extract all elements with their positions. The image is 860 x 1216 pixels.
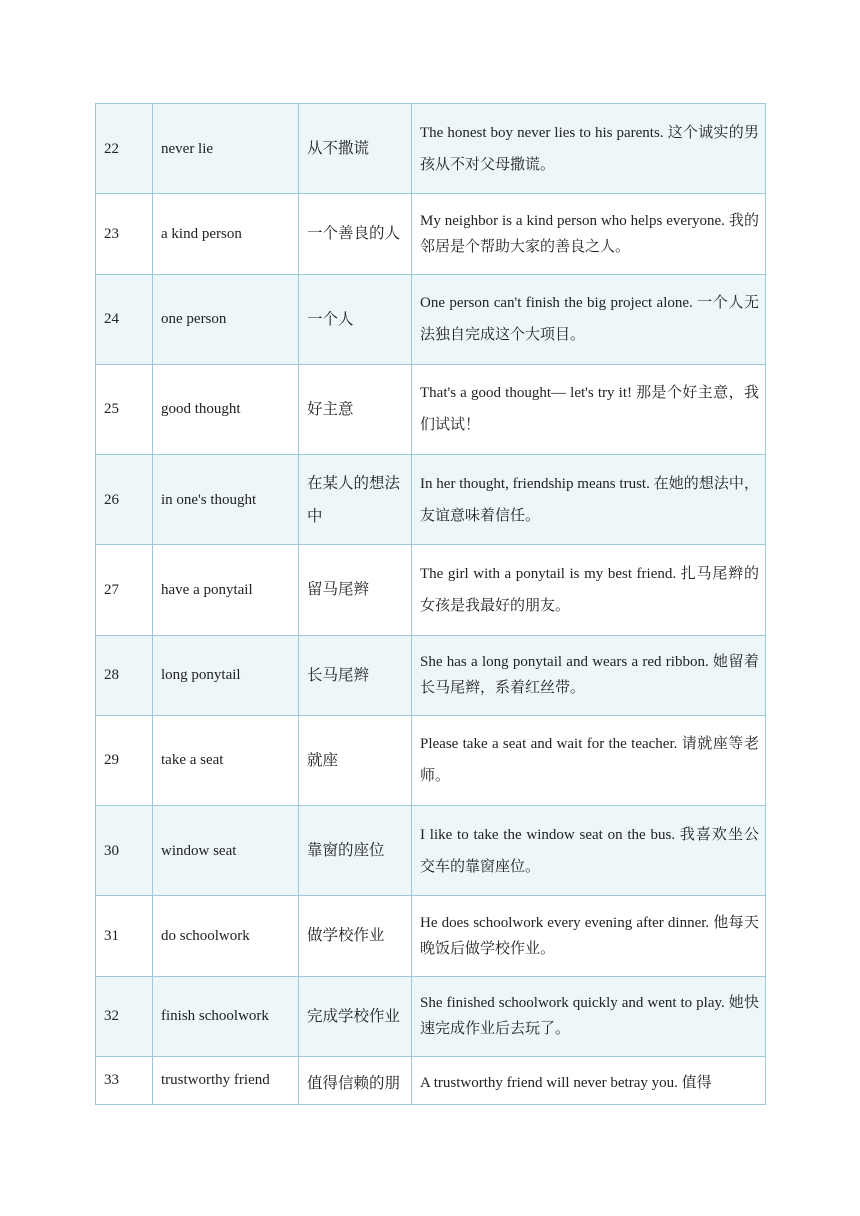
example-sentence: The girl with a ponytail is my best friend. 扎马尾辫的女孩是我最好的朋友。 — [412, 545, 766, 635]
chinese-meaning: 留马尾辫 — [299, 545, 412, 635]
chinese-meaning: 长马尾辫 — [299, 635, 412, 715]
row-number: 32 — [96, 976, 153, 1056]
english-phrase: good thought — [153, 364, 299, 454]
chinese-meaning: 一个人 — [299, 274, 412, 364]
english-phrase: long ponytail — [153, 635, 299, 715]
english-phrase: window seat — [153, 806, 299, 896]
table-row — [96, 545, 766, 635]
table-row — [96, 635, 766, 715]
chinese-meaning: 就座 — [299, 715, 412, 805]
row-number: 28 — [96, 635, 153, 715]
chinese-meaning: 在某人的想法中 — [299, 455, 412, 545]
row-number: 30 — [96, 806, 153, 896]
example-sentence: Please take a seat and wait for the teacher. 请就座等老师。 — [412, 715, 766, 805]
example-sentence: In her thought, friendship means trust. 在她的想法中，友谊意味着信任。 — [412, 455, 766, 545]
chinese-meaning: 从不撒谎 — [299, 104, 412, 194]
table-row — [96, 455, 766, 545]
row-number: 22 — [96, 104, 153, 194]
row-number: 26 — [96, 455, 153, 545]
row-number: 31 — [96, 896, 153, 976]
english-phrase: trustworthy friend — [153, 1056, 299, 1104]
example-sentence: One person can't finish the big project alone. 一个人无法独自完成这个大项目。 — [412, 274, 766, 364]
english-phrase: do schoolwork — [153, 896, 299, 976]
vocabulary-table — [95, 103, 766, 1105]
example-sentence: That's a good thought— let's try it! 那是个好主意，我们试试！ — [412, 364, 766, 454]
example-sentence: She finished schoolwork quickly and went to play. 她快速完成作业后去玩了。 — [412, 976, 766, 1056]
table-row — [96, 806, 766, 896]
example-sentence: The honest boy never lies to his parents. 这个诚实的男孩从不对父母撒谎。 — [412, 104, 766, 194]
chinese-meaning: 好主意 — [299, 364, 412, 454]
english-phrase: a kind person — [153, 194, 299, 274]
table-row — [96, 104, 766, 194]
example-sentence: My neighbor is a kind person who helps everyone. 我的邻居是个帮助大家的善良之人。 — [412, 194, 766, 274]
row-number: 24 — [96, 274, 153, 364]
table-row — [96, 1056, 766, 1104]
english-phrase: one person — [153, 274, 299, 364]
table-row — [96, 976, 766, 1056]
table-row — [96, 274, 766, 364]
row-number: 33 — [96, 1056, 153, 1104]
example-sentence: He does schoolwork every evening after dinner. 他每天晚饭后做学校作业。 — [412, 896, 766, 976]
row-number: 23 — [96, 194, 153, 274]
example-sentence: I like to take the window seat on the bus. 我喜欢坐公交车的靠窗座位。 — [412, 806, 766, 896]
chinese-meaning: 完成学校作业 — [299, 976, 412, 1056]
english-phrase: never lie — [153, 104, 299, 194]
table-row — [96, 364, 766, 454]
english-phrase: take a seat — [153, 715, 299, 805]
english-phrase: have a ponytail — [153, 545, 299, 635]
table-row — [96, 896, 766, 976]
chinese-meaning: 靠窗的座位 — [299, 806, 412, 896]
row-number: 27 — [96, 545, 153, 635]
example-sentence: She has a long ponytail and wears a red ribbon. 她留着长马尾辫，系着红丝带。 — [412, 635, 766, 715]
row-number: 25 — [96, 364, 153, 454]
row-number: 29 — [96, 715, 153, 805]
example-sentence: A trustworthy friend will never betray you. 值得 — [412, 1056, 766, 1104]
english-phrase: finish schoolwork — [153, 976, 299, 1056]
table-row — [96, 194, 766, 274]
table-row — [96, 715, 766, 805]
chinese-meaning: 值得信赖的朋 — [299, 1056, 412, 1104]
chinese-meaning: 一个善良的人 — [299, 194, 412, 274]
chinese-meaning: 做学校作业 — [299, 896, 412, 976]
english-phrase: in one's thought — [153, 455, 299, 545]
